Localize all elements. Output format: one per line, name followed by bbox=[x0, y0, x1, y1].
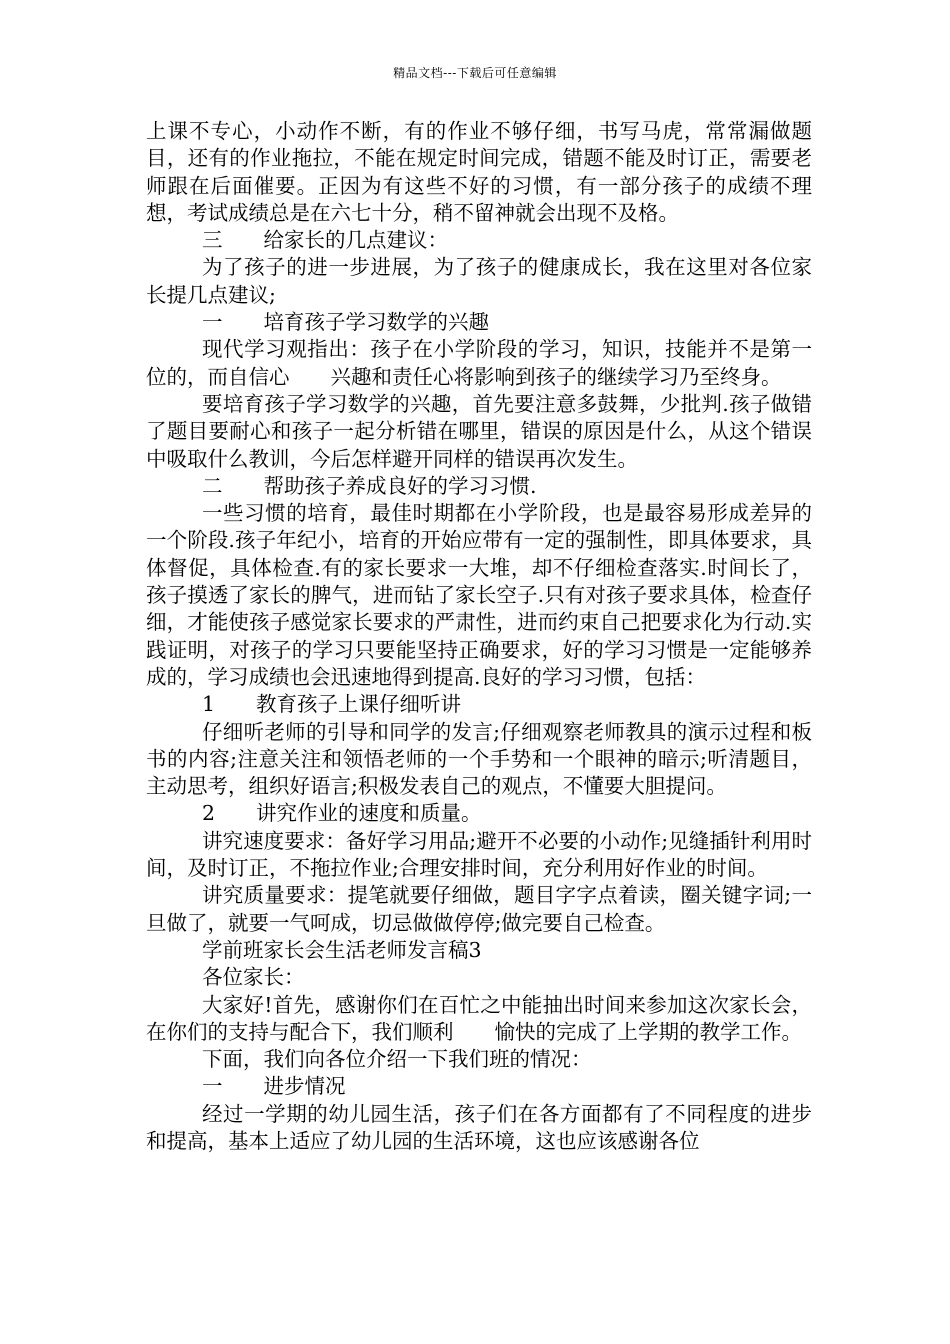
salutation: 各位家长： bbox=[202, 965, 305, 990]
section-heading: 三 给家长的几点建议： bbox=[202, 228, 448, 253]
page-header: 精品文档---下载后可任意编辑 bbox=[393, 66, 557, 80]
paragraph: 一些习惯的培育，最佳时期都在小学阶段，也是最容易形成差异的一个阶段.孩子年纪小，培育的开始应带有一定的强制性，即具体要求，具体督促，具体检查.有的家长要求一大堆，却不仔细检查落实.时间长了，孩子摸透了家长的脾气，进而钻了家长空子.只有对孩子要求具体，检查仔细，才能使孩子感觉家长要求的严肃性，进而约束自己把要求化为行动.实践证明，对孩子的学习只要能坚持正确要求，好的学习习惯是一定能够养成的，学习成绩也会迅速地得到提高.良好的学习习惯，包括： bbox=[146, 501, 812, 689]
paragraph: 现代学习观指出：孩子在小学阶段的学习，知识，技能并不是第一位的，而自信心 兴趣和责任心将影响到孩子的继续学习乃至终身。 bbox=[146, 337, 812, 389]
document-body bbox=[146, 118, 812, 1155]
paragraph: 要培育孩子学习数学的兴趣，首先要注意多鼓舞，少批判.孩子做错了题目要耐心和孩子一起分析错在哪里，错误的原因是什么，从这个错误中吸取什么教训，今后怎样避开同样的错误再次发生。 bbox=[146, 391, 812, 471]
section-heading: 二 帮助孩子养成良好的学习习惯. bbox=[202, 473, 537, 498]
paragraph: 讲究速度要求：备好学习用品;避开不必要的小动作;见缝插针利用时间，及时订正，不拖拉作业;合理安排时间，充分利用好作业的时间。 bbox=[146, 828, 812, 881]
paragraph: 下面，我们向各位介绍一下我们班的情况： bbox=[202, 1047, 592, 1072]
paragraph: 上课不专心，小动作不断，有的作业不够仔细，书写马虎，常常漏做题目，还有的作业拖拉，不能在规定时间完成，错题不能及时订正，需要老师跟在后面催要。正因为有这些不好的习惯，有一部分孩子的成绩不理想，考试成绩总是在六七十分，稍不留神就会出现不及格。 bbox=[146, 119, 812, 225]
section-heading: 1 教育孩子上课仔细听讲 bbox=[202, 692, 462, 717]
paragraph: 大家好!首先，感谢你们在百忙之中能抽出时间来参加这次家长会，在你们的支持与配合下，我们顺利 愉快的完成了上学期的教学工作。 bbox=[146, 992, 812, 1044]
paragraph: 讲究质量要求：提笔就要仔细做，题目字字点着读，圈关键字词;一旦做了，就要一气呵成，切忌做做停停;做完要自己检查。 bbox=[146, 883, 812, 935]
section-heading: 2 讲究作业的速度和质量。 bbox=[202, 801, 482, 826]
section-heading: 一 进步情况 bbox=[202, 1074, 346, 1099]
document-title: 学前班家长会生活老师发言稿3 bbox=[202, 937, 482, 962]
paragraph: 为了孩子的进一步进展，为了孩子的健康成长，我在这里对各位家长提几点建议; bbox=[146, 255, 812, 307]
section-heading: 一 培育孩子学习数学的兴趣 bbox=[202, 310, 489, 335]
paragraph: 经过一学期的幼儿园生活，孩子们在各方面都有了不同程度的进步和提高，基本上适应了幼儿园的生活环境，这也应该感谢各位 bbox=[146, 1101, 812, 1153]
paragraph: 仔细听老师的引导和同学的发言;仔细观察老师教具的演示过程和板书的内容;注意关注和领悟老师的一个手势和一个眼神的暗示;听清题目，主动思考，组织好语言;积极发表自己的观点，不懂要大胆提问。 bbox=[146, 719, 812, 799]
